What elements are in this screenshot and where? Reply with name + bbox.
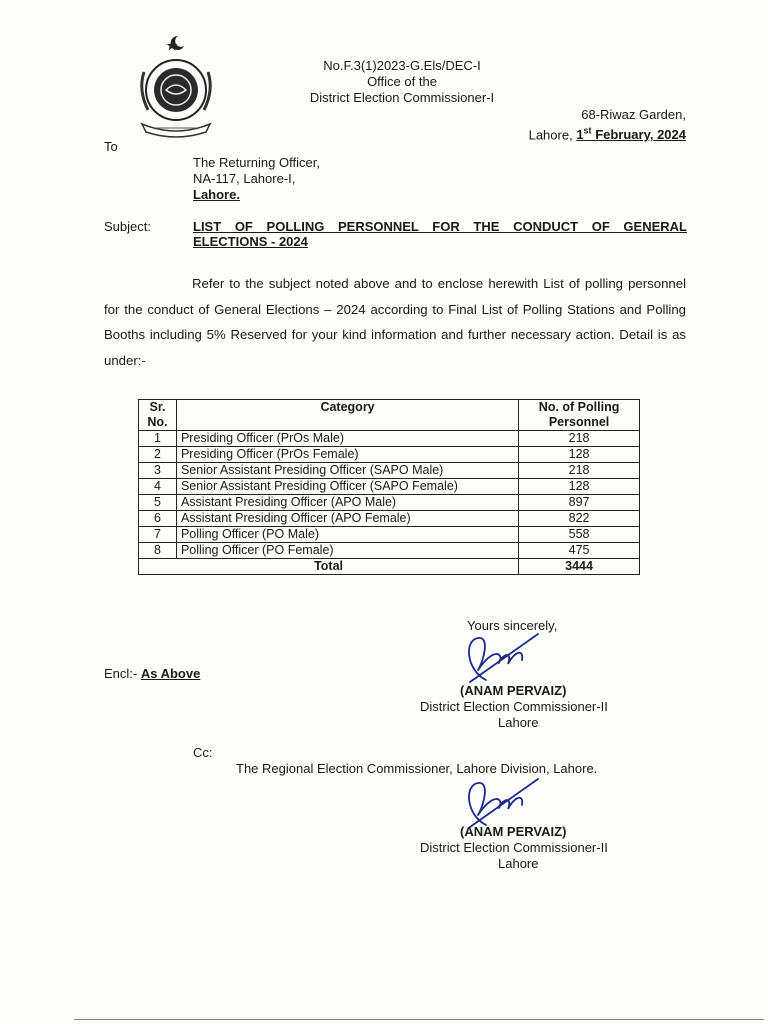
row-sr: 7 (139, 527, 177, 543)
to-line-2: NA-117, Lahore-I, (193, 171, 296, 186)
row-category: Assistant Presiding Officer (APO Male) (176, 495, 518, 511)
total-label: Total (139, 559, 519, 575)
header-sr-no: Sr. No. (139, 400, 177, 431)
table-row (139, 447, 640, 463)
signatory-city-1: Lahore (498, 715, 539, 730)
row-count: 218 (519, 463, 640, 479)
signatory-designation-2: District Election Commissioner-II (420, 840, 608, 855)
address-date (529, 123, 686, 143)
body-paragraph: Refer to the subject noted above and to enclose herewith List of polling personnel for the conduct of General Elections – 2024 according to Final List of Polling Stations and Polling Booths including 5% Reserved for your kind information and further necessary action. Detail is as under:- (104, 276, 686, 368)
signatory-name-2: (ANAM PERVAIZ) (460, 824, 567, 839)
row-count: 897 (519, 495, 640, 511)
table-header-row (139, 400, 640, 431)
signature-1 (456, 630, 546, 690)
row-sr: 1 (139, 431, 177, 447)
signatory-city-2: Lahore (498, 856, 539, 871)
row-category: Polling Officer (PO Female) (176, 543, 518, 559)
row-category: Presiding Officer (PrOs Male) (176, 431, 518, 447)
total-value: 3444 (519, 559, 640, 575)
row-count: 128 (519, 479, 640, 495)
subject-line-2: ELECTIONS - 2024 (193, 234, 308, 249)
subject-line-1: LIST OF POLLING PERSONNEL FOR THE CONDUCT OF GENERAL (193, 219, 687, 234)
row-category: Polling Officer (PO Male) (176, 527, 518, 543)
row-category: Assistant Presiding Officer (APO Female) (176, 511, 518, 527)
subject-label: Subject: (104, 219, 151, 234)
to-line-1: The Returning Officer, (193, 155, 320, 170)
table-row (139, 479, 640, 495)
address-street: 68-Riwaz Garden, (581, 107, 686, 122)
table-total-row (139, 559, 640, 575)
row-sr: 8 (139, 543, 177, 559)
salutation: Yours sincerely, (467, 618, 558, 633)
table-row (139, 463, 640, 479)
to-line-3: Lahore. (193, 187, 240, 202)
signatory-designation-1: District Election Commissioner-II (420, 699, 608, 714)
row-sr: 3 (139, 463, 177, 479)
header-category: Category (176, 400, 518, 431)
enclosure (104, 666, 200, 682)
row-sr: 4 (139, 479, 177, 495)
row-count: 558 (519, 527, 640, 543)
election-commission-emblem (132, 32, 220, 142)
table-row (139, 431, 640, 447)
address-city: Lahore, (528, 127, 573, 143)
reference-number: No.F.3(1)2023-G.Els/DEC-I (323, 58, 481, 73)
row-count: 822 (519, 511, 640, 527)
enclosure-value: As Above (140, 666, 201, 681)
row-category: Senior Assistant Presiding Officer (SAPO Male) (176, 463, 518, 479)
polling-personnel-table (138, 399, 640, 575)
row-sr: 2 (139, 447, 177, 463)
header-personnel-count: No. of Polling Personnel (519, 400, 640, 431)
row-count: 475 (519, 543, 640, 559)
signatory-name-1: (ANAM PERVAIZ) (460, 683, 567, 698)
row-count: 218 (519, 431, 640, 447)
table-row (139, 527, 640, 543)
office-line-1: Office of the (367, 74, 437, 89)
office-line-2: District Election Commissioner-I (309, 90, 495, 105)
row-sr: 6 (139, 511, 177, 527)
table-row (139, 543, 640, 559)
row-category: Senior Assistant Presiding Officer (SAPO Female) (176, 479, 518, 495)
cc-label: Cc: (193, 745, 213, 760)
letter-date: 1st February, 2024 (576, 126, 686, 143)
cc-recipient: The Regional Election Commissioner, Lahore Division, Lahore. (236, 761, 598, 776)
row-sr: 5 (139, 495, 177, 511)
table-row (139, 495, 640, 511)
to-label: To (104, 139, 118, 154)
row-count: 128 (519, 447, 640, 463)
table-row (139, 511, 640, 527)
scan-edge-line (74, 1019, 764, 1020)
enclosure-label: Encl:- (104, 666, 138, 681)
row-category: Presiding Officer (PrOs Female) (176, 447, 518, 463)
